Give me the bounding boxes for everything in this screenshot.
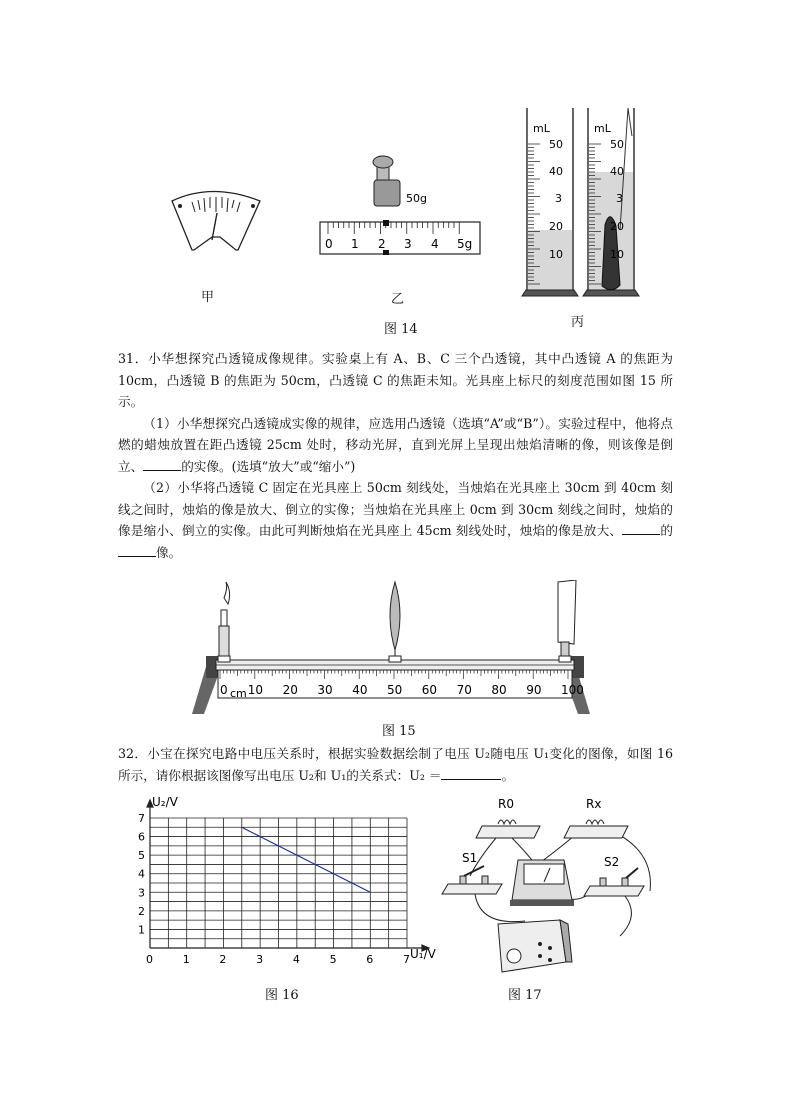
power-supply-icon: [498, 920, 572, 972]
q31-part1-a: （1）小华想探究凸透镜成实像的规律，应选用凸透镜（选填“A”或“B”）。实验过程中，他将点燃的蜡烛放置在距凸透镜 25cm 处时，移动光屏，直到光屏上呈现出烛焰清晰的像，则该像是倒立、: [118, 415, 673, 474]
weight-icon: [373, 156, 427, 206]
x-tick-label: 6: [366, 953, 374, 966]
x-tick-label: 2: [219, 953, 227, 966]
cyl-tick: 40: [549, 165, 563, 178]
bench-scale-label: 30: [317, 683, 333, 697]
bench-scale-label: 70: [456, 683, 472, 697]
x-tick-label: 3: [256, 953, 264, 966]
bench-scale-label: 50: [387, 683, 403, 697]
x-tick-label: 7: [403, 953, 410, 966]
x-tick-label: 1: [182, 953, 190, 966]
bench-scale-label: 60: [421, 683, 438, 697]
figure-15-optical-bench: [190, 580, 600, 720]
x-axis-label: U₁/V: [410, 947, 436, 961]
x-tick-label: 4: [292, 953, 300, 966]
u2-vs-u1-line: [242, 827, 371, 892]
bench-scale-label: 100: [561, 683, 584, 697]
q31-part2-a: （2）小华将凸透镜 C 固定在光具座上 50cm 刻线处，当烛焰在光具座上 30cm 到 40cm 刻线之间时，烛焰的像是放大、倒立的实像；当烛焰在光具座上 0cm 到 30cm 刻线之间时，烛焰的像是缩小、倒立的实像。由此可判断烛焰在光具座上 45cm 刻线处时，烛焰的像是放大、: [118, 480, 673, 538]
resistor-rx-icon: [564, 797, 628, 838]
switch-s2-icon: [584, 855, 644, 896]
switch-s1-icon: [442, 851, 502, 894]
q31-part2-b: 的: [660, 523, 674, 538]
light-screen-icon: [558, 580, 576, 662]
balance-scale-icon: [172, 192, 260, 251]
tare-ruler: [320, 220, 480, 255]
question-31: [118, 348, 673, 563]
ruler-tick-2: 2: [378, 237, 386, 251]
cyl-tick: 20: [610, 220, 624, 233]
bench-scale-label: 20: [282, 683, 298, 697]
label-rx: Rx: [586, 797, 602, 811]
figure-17-circuit: [440, 796, 670, 986]
answer-blank[interactable]: [143, 458, 181, 471]
x-tick-label: 5: [329, 953, 337, 966]
bench-scale-label: 90: [526, 683, 542, 697]
q31-intro: 31．小华想探究凸透镜成像规律。实验桌上有 A、B、C 三个凸透镜，其中凸透镜 A 的焦距为 10cm，凸透镜 B 的焦距为 50cm，凸透镜 C 的焦距未知。光具座上标尺的刻度范围如图 15 所示。: [118, 351, 673, 409]
resistor-r0-icon: [476, 797, 540, 838]
q31-part2-c: 像。: [156, 544, 182, 560]
figure-16-caption: 图 16: [265, 988, 299, 1003]
label-jia: 甲: [201, 290, 215, 305]
ruler-tick-0: 0: [325, 237, 333, 251]
cyl-unit: mL: [533, 122, 550, 135]
bench-unit: cm: [230, 687, 247, 700]
y-tick-label: 4: [138, 867, 145, 881]
bench-scale-label: 10: [247, 683, 264, 697]
q32-text: 32．小宝在探究电路中电压关系时，根据实验数据绘制了电压 U₂随电压 U₁变化的图像，如图 16 所示，请你根据该图像写出电压 U₂和 U₁的关系式：U₂ ＝: [118, 746, 673, 783]
cyl-tick: 40: [610, 165, 624, 178]
bench-scale-label: 80: [491, 683, 507, 697]
y-tick-label: 1: [138, 923, 145, 937]
cyl-tick: 50: [549, 138, 563, 151]
cyl-tick: 50: [610, 138, 624, 151]
answer-blank[interactable]: [622, 522, 660, 535]
question-32: [118, 743, 673, 786]
figure-15-caption: 图 15: [382, 724, 416, 739]
weight-label: 50g: [406, 192, 427, 205]
ruler-tick-1: 1: [351, 237, 359, 251]
y-tick-label: 5: [138, 849, 145, 863]
label-s2: S2: [604, 855, 620, 869]
y-tick-label: 2: [138, 904, 145, 918]
bench-scale-label: 0: [220, 683, 228, 697]
cyl-tick: 10: [549, 248, 563, 261]
y-tick-label: 7: [138, 812, 145, 825]
cyl-tick: 3: [555, 192, 562, 205]
ruler-tick-5: 5g: [457, 237, 473, 251]
answer-blank[interactable]: [118, 544, 156, 557]
label-yi: 乙: [391, 292, 405, 307]
label-s1: S1: [462, 851, 478, 865]
cyl-tick: 3: [616, 192, 623, 205]
voltmeter-icon: [510, 860, 574, 906]
q31-part1-b: 的实像。(选填“放大”或“缩小”): [181, 458, 356, 474]
y-axis-label: U₂/V: [152, 795, 178, 809]
ruler-tick-4: 4: [431, 237, 439, 251]
candle-icon: [218, 582, 230, 662]
cyl-unit: mL: [594, 122, 611, 135]
cylinder-right: [583, 108, 639, 296]
cylinder-left: [522, 108, 578, 296]
label-r0: R0: [498, 797, 514, 811]
q32-text-end: 。: [501, 767, 515, 783]
x-tick-label: 0: [146, 953, 153, 966]
y-tick-label: 6: [138, 830, 145, 844]
y-tick-label: 3: [138, 886, 145, 900]
answer-blank[interactable]: [441, 767, 501, 780]
lens-icon: [389, 582, 401, 662]
figure-16-chart: [130, 790, 440, 985]
label-bing: 丙: [571, 315, 585, 330]
figure-17-caption: 图 17: [508, 988, 542, 1003]
cyl-tick: 10: [610, 248, 624, 261]
bench-scale-label: 40: [352, 683, 368, 697]
ruler-tick-3: 3: [404, 237, 412, 251]
figure-14-caption: 图 14: [384, 322, 418, 337]
cyl-tick: 20: [549, 220, 563, 233]
